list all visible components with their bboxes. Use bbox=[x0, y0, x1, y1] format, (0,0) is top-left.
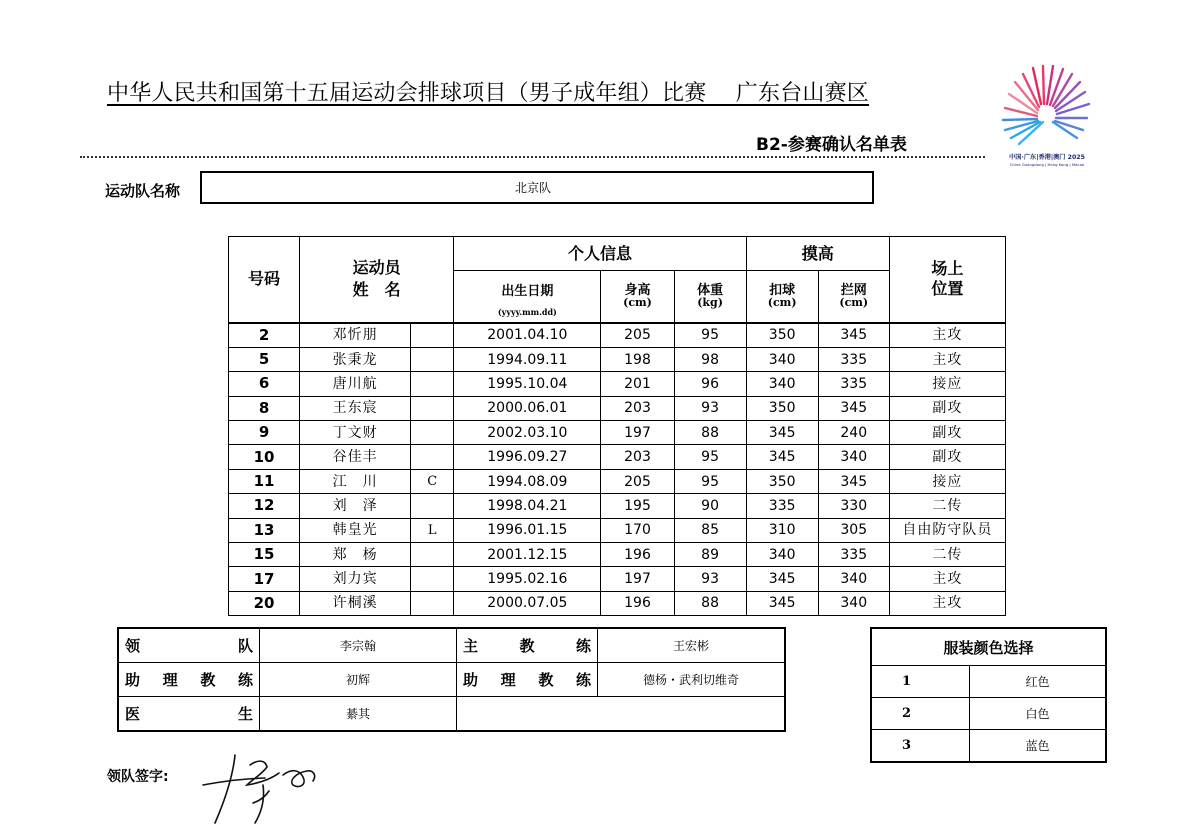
header-block-label: 拦网 bbox=[840, 283, 867, 299]
row-role bbox=[411, 591, 454, 615]
row-number: 20 bbox=[229, 591, 300, 615]
row-number: 2 bbox=[229, 323, 300, 348]
row-role bbox=[411, 445, 454, 469]
row-position: 二传 bbox=[889, 543, 1005, 567]
row-name: 韩皇光 bbox=[300, 518, 411, 542]
row-height: 196 bbox=[601, 543, 674, 567]
roster-table bbox=[228, 236, 1006, 616]
table-row bbox=[229, 396, 1006, 420]
row-height: 197 bbox=[601, 567, 674, 591]
logo-rays bbox=[1003, 66, 1089, 144]
header-athlete bbox=[300, 237, 454, 323]
header-personal-info: 个人信息 bbox=[454, 237, 746, 271]
assistant-coach-label-char: 练 bbox=[575, 671, 591, 689]
row-height: 197 bbox=[601, 421, 674, 445]
row-name: 唐川航 bbox=[300, 372, 411, 396]
row-number: 5 bbox=[229, 347, 300, 371]
header-dob-format: (yyyy.mm.dd) bbox=[497, 306, 557, 317]
doctor-label-char: 生 bbox=[237, 705, 253, 723]
signature-label: 领队签字: bbox=[107, 769, 169, 785]
coach-label-char: 练 bbox=[575, 637, 591, 655]
row-spike: 345 bbox=[746, 445, 818, 469]
header-athlete-line1: 运动员 bbox=[352, 258, 401, 278]
leader-name: 李宗翰 bbox=[260, 628, 457, 663]
row-number: 13 bbox=[229, 518, 300, 542]
row-block: 340 bbox=[818, 591, 889, 615]
row-position: 接应 bbox=[889, 469, 1005, 493]
row-position: 主攻 bbox=[889, 591, 1005, 615]
coach-label bbox=[457, 628, 598, 663]
coach-label-char: 教 bbox=[519, 637, 535, 655]
row-role bbox=[411, 347, 454, 371]
row-spike: 350 bbox=[746, 396, 818, 420]
row-role bbox=[411, 323, 454, 348]
table-row bbox=[229, 445, 1006, 469]
header-spike-unit: (cm) bbox=[767, 296, 797, 310]
row-weight: 88 bbox=[674, 591, 746, 615]
row-position: 副攻 bbox=[889, 421, 1005, 445]
logo-caption: 中国·广东|香港|澳门 2025 bbox=[1009, 154, 1085, 161]
row-height: 203 bbox=[601, 445, 674, 469]
table-row bbox=[229, 591, 1006, 615]
assistant-coach-label-char: 教 bbox=[538, 671, 554, 689]
header-spike bbox=[746, 271, 818, 323]
row-weight: 89 bbox=[674, 543, 746, 567]
row-name: 刘 泽 bbox=[300, 494, 411, 518]
row-height: 195 bbox=[601, 494, 674, 518]
color-index: 3 bbox=[871, 730, 970, 763]
header-block-unit: (cm) bbox=[839, 296, 869, 310]
row-role bbox=[411, 372, 454, 396]
row-weight: 95 bbox=[674, 445, 746, 469]
row-role bbox=[411, 494, 454, 518]
row-block: 335 bbox=[818, 543, 889, 567]
uniform-color-table bbox=[870, 627, 1107, 763]
header-athlete-line2: 姓 名 bbox=[352, 280, 401, 300]
header-height bbox=[601, 271, 674, 323]
row-number: 15 bbox=[229, 543, 300, 567]
row-position: 二传 bbox=[889, 494, 1005, 518]
header-position-line2: 位置 bbox=[931, 279, 964, 299]
leader-label bbox=[118, 628, 260, 663]
row-number: 9 bbox=[229, 421, 300, 445]
row-height: 196 bbox=[601, 591, 674, 615]
assistant-coach-label-char: 理 bbox=[500, 671, 516, 689]
row-weight: 93 bbox=[674, 396, 746, 420]
table-row bbox=[229, 347, 1006, 371]
dotted-divider bbox=[80, 156, 985, 158]
assistant-name: 初辉 bbox=[260, 663, 457, 697]
row-spike: 350 bbox=[746, 323, 818, 348]
assistant-label-char: 助 bbox=[125, 671, 141, 689]
document-title: 中华人民共和国第十五届运动会排球项目（男子成年组）比赛 广东台山赛区 bbox=[107, 81, 869, 106]
leader-label-char: 队 bbox=[237, 637, 253, 655]
row-spike: 350 bbox=[746, 469, 818, 493]
assistant-coach-label-char: 助 bbox=[463, 671, 479, 689]
row-name: 郑 杨 bbox=[300, 543, 411, 567]
row-block: 345 bbox=[818, 396, 889, 420]
row-name: 邓忻朋 bbox=[300, 323, 411, 348]
row-block: 330 bbox=[818, 494, 889, 518]
row-height: 205 bbox=[601, 469, 674, 493]
row-dob: 1994.09.11 bbox=[454, 347, 601, 371]
assistant-coach-label bbox=[457, 663, 598, 697]
row-role bbox=[411, 567, 454, 591]
row-position: 主攻 bbox=[889, 323, 1005, 348]
row-name: 刘力宾 bbox=[300, 567, 411, 591]
leader-label-char: 领 bbox=[125, 637, 141, 655]
assistant-label bbox=[118, 663, 260, 697]
row-number: 10 bbox=[229, 445, 300, 469]
coach-name: 王宏彬 bbox=[598, 628, 786, 663]
table-row bbox=[229, 421, 1006, 445]
row-dob: 2002.03.10 bbox=[454, 421, 601, 445]
row-dob: 1995.02.16 bbox=[454, 567, 601, 591]
row-weight: 85 bbox=[674, 518, 746, 542]
games-logo bbox=[992, 62, 1102, 174]
row-block: 345 bbox=[818, 469, 889, 493]
row-dob: 1996.01.15 bbox=[454, 518, 601, 542]
row-spike: 345 bbox=[746, 567, 818, 591]
row-spike: 340 bbox=[746, 347, 818, 371]
row-dob: 1994.08.09 bbox=[454, 469, 601, 493]
row-number: 11 bbox=[229, 469, 300, 493]
row-block: 335 bbox=[818, 347, 889, 371]
color-option[interactable]: 蓝色 bbox=[970, 730, 1107, 763]
row-number: 12 bbox=[229, 494, 300, 518]
row-spike: 310 bbox=[746, 518, 818, 542]
doctor-label-char: 医 bbox=[125, 705, 141, 723]
handwritten-signature bbox=[195, 745, 325, 830]
row-dob: 2000.07.05 bbox=[454, 591, 601, 615]
header-position bbox=[889, 237, 1005, 323]
form-code: B2-参赛确认名单表 bbox=[756, 135, 907, 155]
row-name: 王东宸 bbox=[300, 396, 411, 420]
row-spike: 340 bbox=[746, 543, 818, 567]
row-role bbox=[411, 421, 454, 445]
header-height-label: 身高 bbox=[624, 283, 651, 299]
empty-cell bbox=[457, 697, 786, 732]
header-weight-unit: (kg) bbox=[697, 296, 723, 310]
row-role bbox=[411, 543, 454, 567]
row-weight: 95 bbox=[674, 323, 746, 348]
color-index: 2 bbox=[871, 698, 970, 730]
row-block: 335 bbox=[818, 372, 889, 396]
table-row bbox=[229, 469, 1006, 493]
row-number: 8 bbox=[229, 396, 300, 420]
header-reach: 摸高 bbox=[746, 237, 889, 271]
row-dob: 2000.06.01 bbox=[454, 396, 601, 420]
row-spike: 345 bbox=[746, 591, 818, 615]
row-dob: 2001.04.10 bbox=[454, 323, 601, 348]
row-spike: 345 bbox=[746, 421, 818, 445]
row-name: 张秉龙 bbox=[300, 347, 411, 371]
row-number: 17 bbox=[229, 567, 300, 591]
row-position: 接应 bbox=[889, 372, 1005, 396]
header-spike-label: 扣球 bbox=[769, 283, 796, 299]
row-role: L bbox=[411, 518, 454, 542]
color-option[interactable]: 红色 bbox=[970, 666, 1107, 698]
row-position: 主攻 bbox=[889, 347, 1005, 371]
row-position: 副攻 bbox=[889, 445, 1005, 469]
header-position-line1: 场上 bbox=[931, 259, 964, 279]
row-weight: 93 bbox=[674, 567, 746, 591]
header-block bbox=[818, 271, 889, 323]
row-weight: 98 bbox=[674, 347, 746, 371]
doctor-label bbox=[118, 697, 260, 732]
table-row bbox=[229, 518, 1006, 542]
row-height: 198 bbox=[601, 347, 674, 371]
row-position: 自由防守队员 bbox=[889, 518, 1005, 542]
color-index: 1 bbox=[871, 666, 970, 698]
row-block: 240 bbox=[818, 421, 889, 445]
header-dob-label: 出生日期 bbox=[501, 283, 554, 299]
row-name: 许桐溪 bbox=[300, 591, 411, 615]
row-name: 丁文财 bbox=[300, 421, 411, 445]
row-block: 305 bbox=[818, 518, 889, 542]
row-weight: 95 bbox=[674, 469, 746, 493]
row-height: 170 bbox=[601, 518, 674, 542]
header-weight-label: 体重 bbox=[697, 283, 724, 299]
row-dob: 1995.10.04 bbox=[454, 372, 601, 396]
doctor-name: 綦其 bbox=[260, 697, 457, 732]
row-position: 主攻 bbox=[889, 567, 1005, 591]
header-dob bbox=[454, 271, 601, 323]
color-option[interactable]: 白色 bbox=[970, 698, 1107, 730]
row-name: 江 川 bbox=[300, 469, 411, 493]
row-role bbox=[411, 396, 454, 420]
header-weight bbox=[674, 271, 746, 323]
table-row bbox=[229, 543, 1006, 567]
row-height: 203 bbox=[601, 396, 674, 420]
header-height-unit: (cm) bbox=[623, 296, 652, 310]
row-spike: 340 bbox=[746, 372, 818, 396]
uniform-color-title: 服装颜色选择 bbox=[871, 628, 1106, 666]
assistant-label-char: 练 bbox=[237, 671, 253, 689]
row-dob: 2001.12.15 bbox=[454, 543, 601, 567]
team-name-label: 运动队名称 bbox=[105, 182, 181, 200]
row-weight: 88 bbox=[674, 421, 746, 445]
table-row bbox=[229, 372, 1006, 396]
row-height: 205 bbox=[601, 323, 674, 348]
row-position: 副攻 bbox=[889, 396, 1005, 420]
logo-caption-en: China Guangdong | Hong Kong | Macao bbox=[1009, 162, 1085, 167]
assistant-coach-name: 德杨・武利切维奇 bbox=[598, 663, 786, 697]
row-dob: 1996.09.27 bbox=[454, 445, 601, 469]
row-role: C bbox=[411, 469, 454, 493]
assistant-label-char: 教 bbox=[200, 671, 216, 689]
row-weight: 90 bbox=[674, 494, 746, 518]
header-number: 号码 bbox=[229, 237, 300, 323]
coach-label-char: 主 bbox=[463, 637, 479, 655]
assistant-label-char: 理 bbox=[162, 671, 178, 689]
table-row bbox=[229, 494, 1006, 518]
row-number: 6 bbox=[229, 372, 300, 396]
row-weight: 96 bbox=[674, 372, 746, 396]
row-block: 340 bbox=[818, 445, 889, 469]
table-row bbox=[229, 323, 1006, 348]
team-name-value: 北京队 bbox=[515, 181, 552, 195]
staff-table bbox=[117, 627, 786, 732]
row-name: 谷佳丰 bbox=[300, 445, 411, 469]
roster-body bbox=[229, 323, 1006, 616]
row-block: 345 bbox=[818, 323, 889, 348]
table-row bbox=[229, 567, 1006, 591]
row-block: 340 bbox=[818, 567, 889, 591]
row-spike: 335 bbox=[746, 494, 818, 518]
row-height: 201 bbox=[601, 372, 674, 396]
row-dob: 1998.04.21 bbox=[454, 494, 601, 518]
